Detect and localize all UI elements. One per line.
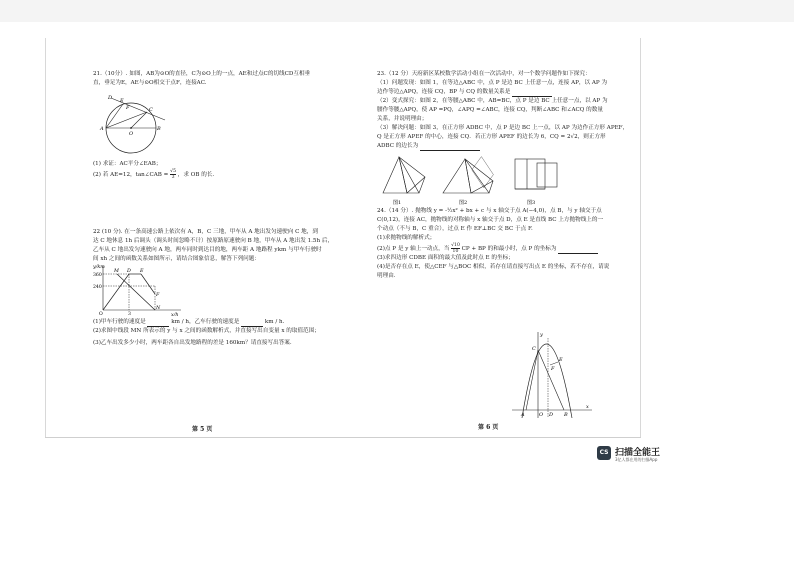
q22-answer-blank-2[interactable] — [241, 320, 263, 327]
left-page-edge — [45, 38, 46, 438]
watermark-title: 扫描全能王 — [615, 448, 661, 458]
q21-line-2: 直，垂足为E，AE与⊙O相交于点F，连接AC. — [93, 80, 207, 86]
q22-line-2: 达 C 地休息 1h 后调头（调头时间忽略不计）按原路原速驶向 B 地，甲车从 A 地出发 1.5h 后， — [93, 238, 334, 244]
left-page — [93, 70, 343, 348]
q24-parabola-graph — [508, 330, 598, 420]
q24-graph-label-D: D — [549, 412, 554, 418]
q21-label-D: D — [108, 95, 113, 101]
q24-sub2-prefix: (2)点 P 是 y 轴上一动点，当 — [377, 246, 450, 252]
q24-graph-label-O: O — [539, 412, 544, 418]
q21-fraction-denominator: 3 — [171, 175, 175, 180]
q24-graph-label-C: C — [532, 346, 536, 352]
q22-line-3: 乙车从 C 地出发匀速驶向 A 地，两车同时到达目的地，两车距 A 地路程 ykm 与甲车行驶时 — [93, 247, 322, 253]
q24-graph-label-y: y — [540, 332, 543, 338]
q24-sub1: (1)求抛物线的解析式； — [377, 235, 436, 241]
q24-line-2: C(0,12)，连接 AC，抛物线的对称轴与 x 轴交于点 D，点 E 是直线 BC 上方抛物线上的一 — [377, 217, 604, 223]
q21-fraction-numerator: √5 — [170, 169, 177, 174]
q23-line-7: Q 是正方形 APEF 的中心，连接 CQ．若正方形 APEF 的边长为 6，CQ = 2√2，则正方形 — [377, 134, 606, 140]
q23-answer-blank-1[interactable] — [512, 90, 552, 97]
q24-fraction-denominator: 10 — [452, 249, 459, 254]
q24-answer-blank[interactable] — [558, 247, 598, 254]
q22-sub1-prefix: (1)甲车行驶的速度是 — [93, 319, 146, 325]
q23-figure-1-caption: 图1 — [393, 200, 402, 206]
q22-y-axis-label: y/km — [93, 265, 105, 270]
q23-figure-2-caption: 图2 — [459, 200, 468, 206]
q21-label-F: F — [126, 105, 130, 111]
q22-sub1-mid: km / h，乙车行驶的速度是 — [171, 319, 240, 325]
q22-point-E: E — [140, 269, 144, 274]
q21-label-A: A — [100, 126, 104, 132]
q24-fraction-numerator: √10 — [451, 243, 460, 248]
page-number-left: 第 5 页 — [192, 426, 213, 433]
q23-line-2-text: 边作等边△APQ，连接 CQ，BP 与 CQ 的数量关系是 — [377, 89, 511, 95]
q21-label-B: B — [157, 126, 161, 132]
q22-point-F: F — [156, 293, 160, 298]
q22-y-tick-360: 360 — [93, 273, 102, 278]
q24-sub2 — [377, 243, 607, 254]
camscanner-logo-icon: CS — [597, 446, 611, 460]
q21-label-E: E — [120, 98, 124, 104]
q21-sub2-prefix: (2) 若 AE=12，tan∠CAB = — [93, 172, 169, 178]
q24-line-1: 24.（14 分）. 抛物线 y = -½x² + bx + c 与 x 轴交于点 A(−4,0)，点 B，与 y 轴交于点 — [377, 208, 602, 214]
q21-sub2-fraction — [170, 169, 176, 180]
q24-graph-label-A: A — [521, 412, 525, 418]
q23-line-8 — [377, 142, 607, 151]
q22-x-tick-origin: O — [99, 312, 103, 316]
q22-sub3: (3)乙车出发多少小时，两车距各自出发地路程的差是 160km？请直接写出答案. — [93, 340, 292, 346]
q22-line-1: 22 (10 分). 在一条高速公路上依次有 A，B，C 三地，甲车从 A 地出发匀速驶向 C 地，到 — [93, 229, 318, 235]
q23-figures — [377, 151, 607, 207]
page-number-right: 第 6 页 — [478, 424, 499, 431]
q23-line-2 — [377, 88, 607, 97]
q24-graph-label-F: F — [551, 366, 555, 372]
q21-sub1: (1) 求证：AC平分∠EAB； — [93, 161, 162, 167]
watermark-subtitle: 3亿人都在用的扫描App — [615, 457, 658, 462]
q23-line-8-text: ADBC 的边长为 — [377, 143, 419, 149]
q21-circle-figure — [93, 90, 213, 160]
q22-y-tick-240: 240 — [93, 285, 102, 290]
q22-answer-blank-1[interactable] — [147, 320, 169, 327]
q24-sub3: (3)求四边形 CDBE 面积的最大值及此时点 E 的坐标； — [377, 255, 514, 261]
right-page-edge — [640, 38, 641, 438]
q22-x-tick-3: 3 — [128, 312, 131, 316]
q22-sub1-suffix: km / h. — [264, 319, 285, 325]
q21-line-1: 21.（10分）. 如图，AB为⊙O的直径，C为⊙O上的一点，AE和过点C的切线CD互相垂 — [93, 71, 311, 77]
q22-line-4: 间 xh 之间的函数关系如图所示，请结合图象信息，解答下列问题： — [93, 256, 260, 262]
q22-point-M: M — [114, 269, 119, 274]
q24-sub2-mid: CP + BP 的和最小时，点 P 的坐标为 — [461, 246, 557, 252]
q24-sub2-fraction — [451, 243, 460, 254]
q24-graph-label-E: E — [559, 357, 563, 363]
q24-sub4: (4)是否存在点 E，使△CEF 与△BOC 相似，若存在请直接写出点 E 的坐标，若不存在，请说 — [377, 264, 610, 270]
q23-line-3: （2）变式探究：如图 2，在等腰△ABC 中，AB=BC，点 P 是边 BC 上任意一点，以 AP 为 — [377, 98, 608, 104]
page-bottom-edge — [45, 437, 641, 438]
scanner-watermark — [597, 444, 747, 470]
q21-sub2-suffix: ，求 OB 的长. — [177, 172, 215, 178]
q22-sub1 — [93, 318, 343, 327]
q23-line-1: （1）问题发现：如图 1，在等边△ABC 中，点 P 是边 BC 上任意一点，连接 AP，以 AP 为 — [377, 80, 608, 86]
q21-label-C: C — [149, 107, 153, 113]
q23-line-6: （3）解决问题：如图 3，在正方形 ADBC 中，点 P 是边 BC 上一点，以 AP 为边作正方形 APEF， — [377, 125, 629, 131]
q21-label-O: O — [129, 131, 134, 137]
q23-figure-3-caption: 图3 — [527, 200, 536, 206]
q23-answer-blank-2[interactable] — [420, 144, 480, 151]
q24-sub4-cont: 明理由． — [377, 273, 400, 279]
q23-line-4: 腰作等腰△APQ，使 AP =PQ，∠APQ =∠ABC，连接 CQ，判断∠ABC 和∠ACQ 的数量 — [377, 107, 603, 113]
q22-sub2: (2)求图中线段 MN 所表示的 y 与 x 之间的函数解析式，并直接写出自变量 x 的取值范围； — [93, 328, 320, 334]
right-page — [377, 70, 629, 281]
q23-title: 23.（12 分）天府新区某校数学活动小组在一次活动中，对一个数学问题作如下探究： — [377, 71, 591, 77]
scan-top-band — [0, 0, 794, 22]
q24-graph-label-B: B — [564, 412, 568, 418]
q22-distance-time-graph — [93, 264, 213, 316]
q22-point-D: D — [127, 269, 131, 274]
q21-sub2 — [93, 169, 343, 180]
q24-line-3: 个动点（不与 B，C 重合），过点 E 作 EF⊥BC 交 BC 于点 F. — [377, 226, 533, 232]
q22-x-axis-label: x/h — [171, 313, 179, 316]
q22-point-N: N — [156, 306, 161, 311]
q24-graph-label-x: x — [586, 404, 589, 410]
q23-line-5: 关系，并说明理由； — [377, 116, 428, 122]
